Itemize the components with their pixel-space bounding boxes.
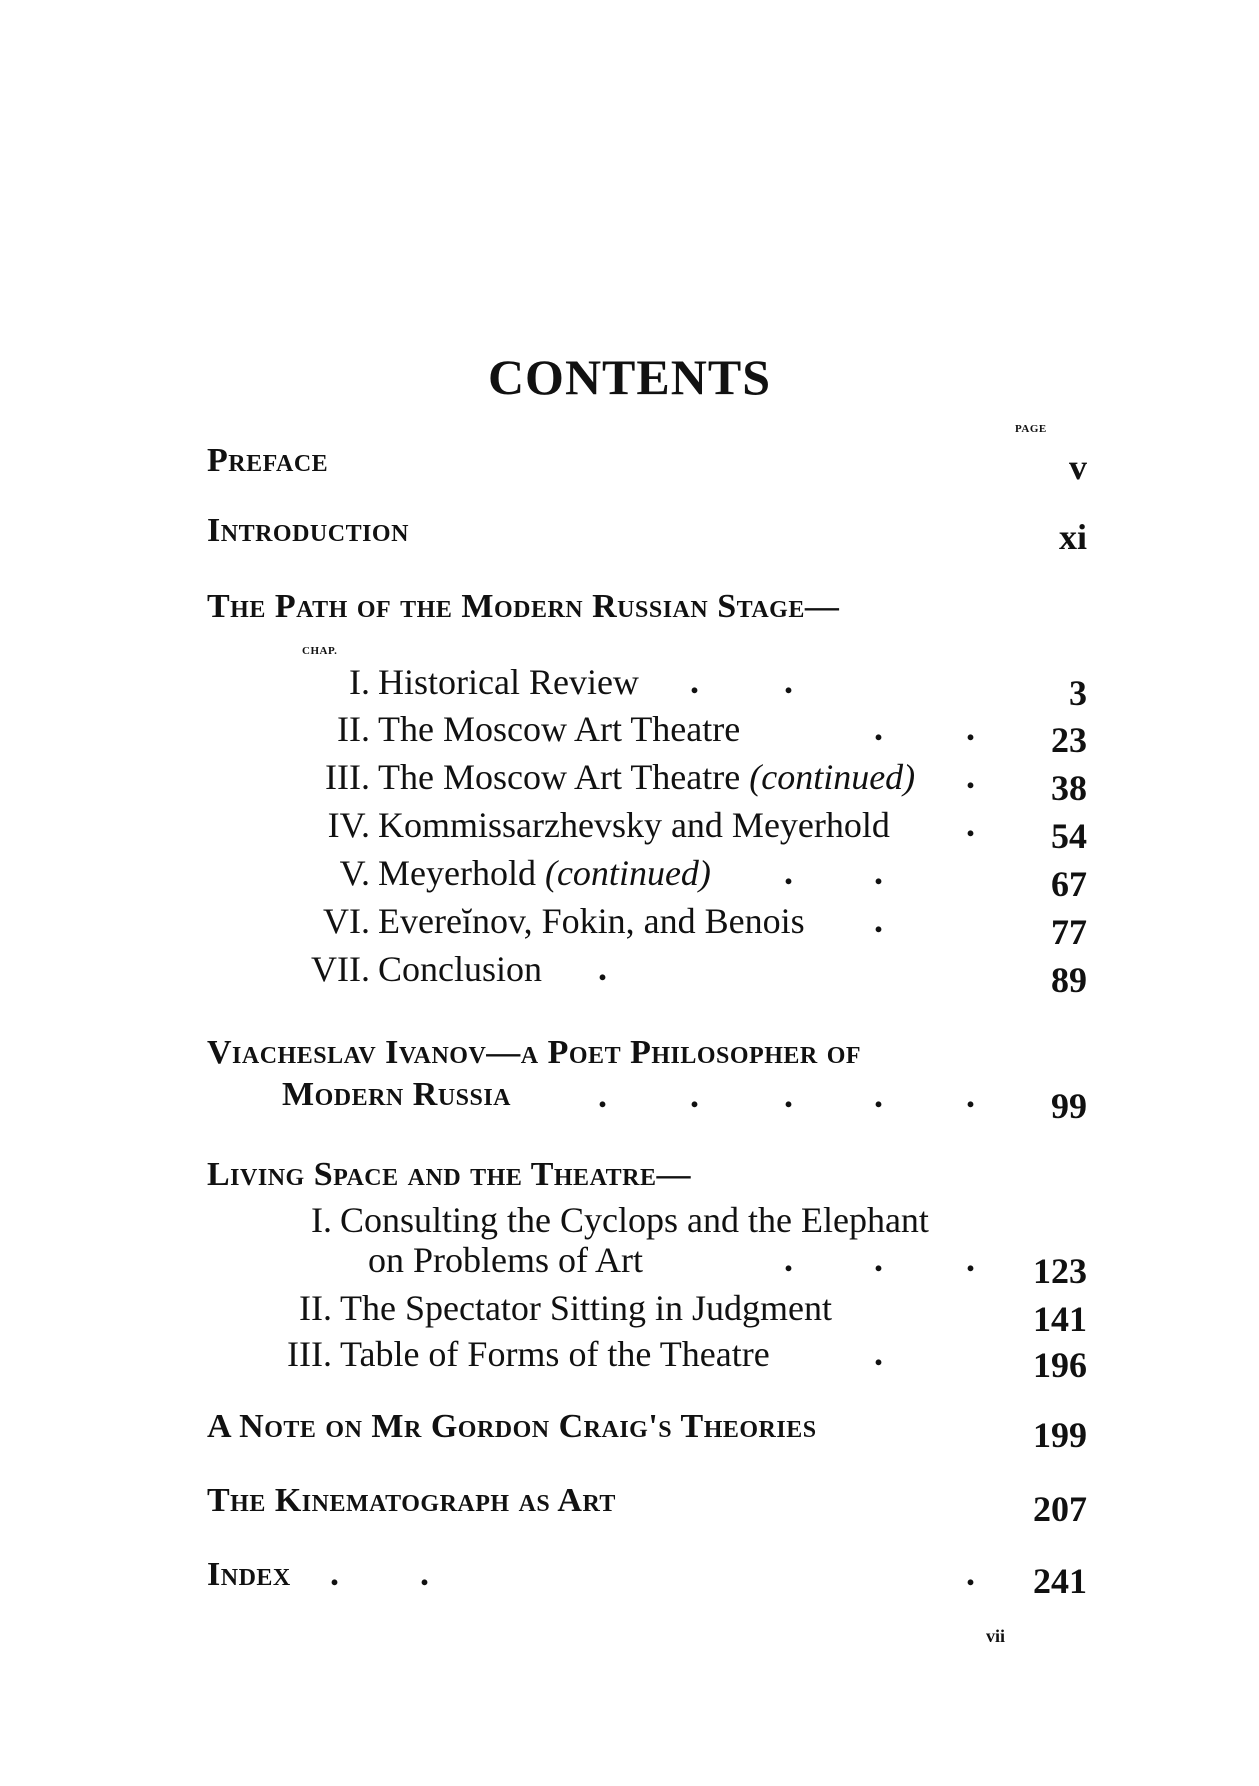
section-heading-path: The Path of the Modern Russian Stage— [207, 588, 840, 625]
leader-dot: . [966, 756, 975, 796]
chapter-page: 54 [1051, 816, 1087, 856]
chapter-title-line2: on Problems of Art [368, 1240, 643, 1280]
chapter-title: The Moscow Art Theatre [378, 709, 741, 749]
chapter-page: 123 [1033, 1251, 1087, 1291]
leader-dot: . [874, 1333, 883, 1373]
leader-dot: . [598, 1075, 607, 1115]
chap-label: CHAP. [302, 645, 338, 657]
page-folio: vii [986, 1626, 1006, 1646]
chapter-page: 67 [1051, 864, 1087, 904]
leader-dot: . [966, 1553, 975, 1593]
chapter-number: VI. [323, 901, 370, 941]
chapter-page: 38 [1051, 768, 1087, 808]
leader-dot: . [690, 1075, 699, 1115]
leader-dot: . [784, 852, 793, 892]
leader-dot: . [784, 661, 793, 701]
chapter-title: Meyerhold (continued) [378, 853, 711, 893]
page-kinematograph: 207 [1033, 1489, 1087, 1529]
chapter-title-line1: Consulting the Cyclops and the Elephant [340, 1200, 929, 1240]
leader-dot: . [874, 1075, 883, 1115]
leader-dot: . [874, 708, 883, 748]
chapter-number: I. [349, 662, 370, 702]
page-index: 241 [1033, 1561, 1087, 1601]
leader-dot: . [966, 804, 975, 844]
chapter-number: VII. [311, 949, 370, 989]
entry-ivanov-line1: Viacheslav Ivanov—a Poet Philosopher of [207, 1034, 862, 1071]
chapter-number: II. [337, 709, 370, 749]
leader-dot: . [784, 1075, 793, 1115]
chapter-page: 77 [1051, 912, 1087, 952]
leader-dot: . [420, 1553, 429, 1593]
chapter-number: IV. [327, 805, 370, 845]
entry-kinematograph: The Kinematograph as Art [207, 1482, 616, 1519]
entry-preface: Preface [207, 442, 329, 479]
chapter-title: Kommissarzhevsky and Meyerhold [378, 805, 890, 845]
entry-index: Index [207, 1556, 291, 1593]
entry-introduction: Introduction [207, 512, 409, 549]
chapter-title: Table of Forms of the Theatre [340, 1334, 770, 1374]
leader-dot: . [598, 948, 607, 988]
chapter-number: III. [287, 1334, 332, 1374]
leader-dot: . [874, 1239, 883, 1279]
chapter-page: 196 [1033, 1345, 1087, 1385]
leader-dot: . [966, 1239, 975, 1279]
chapter-number: I. [311, 1200, 332, 1240]
leader-dot: . [874, 852, 883, 892]
chapter-page: 3 [1069, 673, 1087, 713]
contents-title: CONTENTS [487, 349, 772, 405]
chapter-title: Evereĭnov, Fokin, and Benois [378, 901, 805, 941]
chapter-number: V. [339, 853, 370, 893]
chapter-title: The Spectator Sitting in Judgment [340, 1288, 832, 1328]
chapter-number: II. [299, 1288, 332, 1328]
leader-dot: . [690, 661, 699, 701]
chapter-title: The Moscow Art Theatre (continued) [378, 757, 916, 797]
page-preface: v [1069, 447, 1087, 487]
section-heading-living-space: Living Space and the Theatre— [207, 1156, 691, 1193]
chapter-number: III. [325, 757, 370, 797]
page-ivanov: 99 [1051, 1086, 1087, 1126]
chapter-page: 89 [1051, 960, 1087, 1000]
leader-dot: . [784, 1239, 793, 1279]
page-introduction: xi [1058, 517, 1087, 557]
chapter-page: 23 [1051, 720, 1087, 760]
leader-dot: . [966, 708, 975, 748]
leader-dot: . [874, 900, 883, 940]
entry-craig: A Note on Mr Gordon Craig's Theories [207, 1408, 817, 1445]
leader-dot: . [966, 1075, 975, 1115]
entry-ivanov-line2: Modern Russia [282, 1076, 512, 1113]
chapter-title: Historical Review [378, 662, 639, 702]
page-craig: 199 [1033, 1415, 1087, 1455]
chapter-title: Conclusion [378, 949, 543, 989]
page-column-label: PAGE [1015, 423, 1047, 435]
chapter-page: 141 [1033, 1299, 1087, 1339]
leader-dot: . [330, 1553, 339, 1593]
